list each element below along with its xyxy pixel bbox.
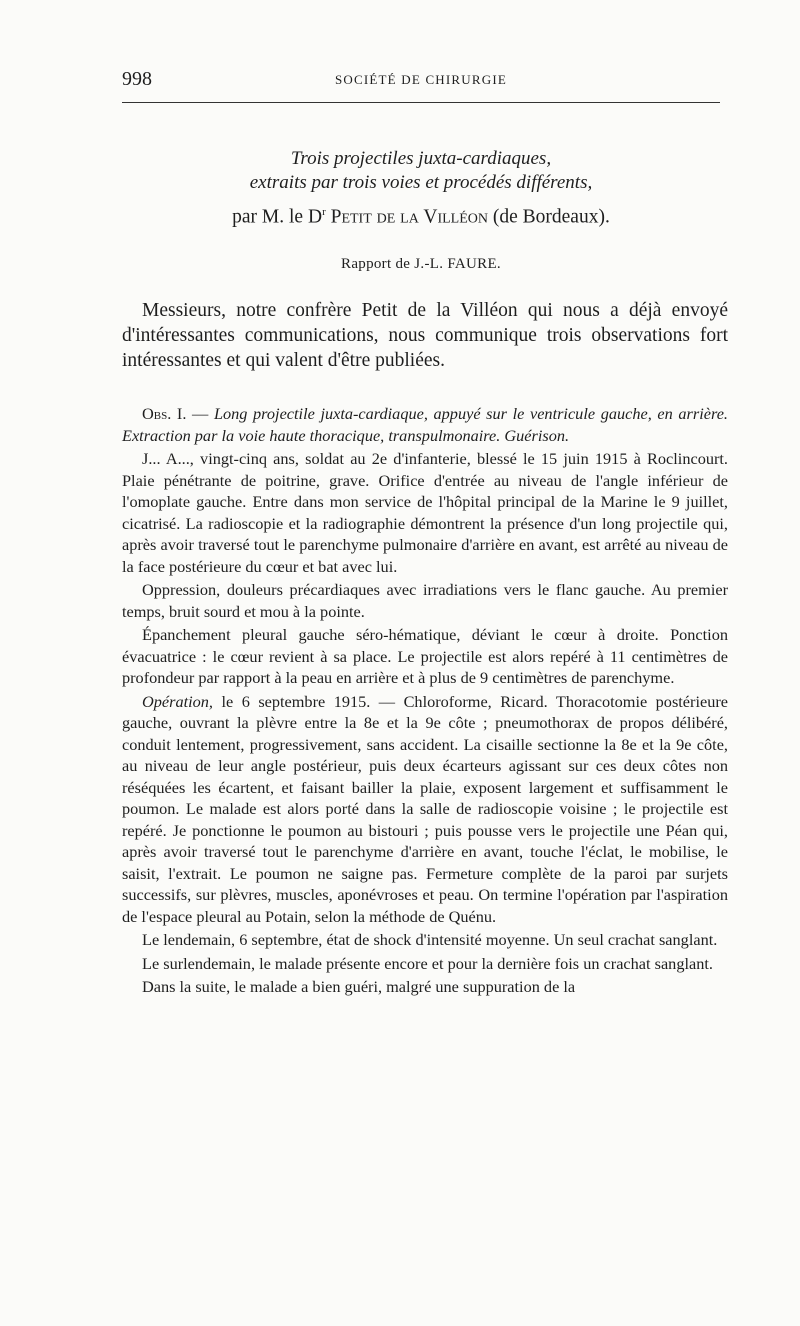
page-number: 998 [122, 68, 152, 90]
author-superscript: r [322, 206, 326, 218]
paragraph-5: Le lendemain, 6 septembre, état de shock d'intensité moyenne. Un seul crachat sanglant. [142, 930, 718, 949]
observation-body [122, 403, 728, 1000]
observation-heading [122, 403, 728, 446]
observation-label: Obs. I. — [142, 404, 209, 423]
paragraph-4 [122, 691, 728, 928]
title-line-1: Trois projectiles juxta-cardiaques, [290, 148, 552, 169]
observation-title: Long projectile juxta-cardiaque, appuyé sur le ventricule gauche, en arrière. Extraction par la voie haute thoracique, transpulmonaire. Guérison. [122, 404, 728, 445]
paragraph-6: Le surlendemain, le malade présente encore et pour la dernière fois un crachat sanglant. [142, 953, 713, 973]
author-prefix: par M. le D [232, 206, 323, 228]
paragraph-3: Épanchement pleural gauche séro-hématique, déviant le cœur à droite. Ponction évacuatrice : le cœur revient à sa place. Le projectile est alors repéré à 11 centimètres de profondeur par rapport à la peau en arrière et à plus de 9 centimètres de parenchyme. [122, 625, 728, 687]
intro-paragraph: Messieurs, notre confrère Petit de la Villéon qui nous a déjà envoyé d'intéressantes communications, nous communique trois observations fort intéressantes et qui valent d'être publiées. [122, 300, 728, 371]
title-line-2: extraits par trois voies et procédés différents, [249, 172, 593, 193]
author-name: Petit de la Villéon [330, 206, 488, 228]
running-head: SOCIÉTÉ DE CHIRURGIE [334, 72, 508, 87]
paragraph-1: J... A..., vingt-cinq ans, soldat au 2e d'infanterie, blessé le 15 juin 1915 à Roclincourt. Plaie pénétrante de poitrine, grave. Orifice d'entrée au niveau de l'angle inférieur de l'omoplate gauche. Entre dans mon service de l'hôpital principal de la Marine le 9 juillet, cicatrisé. La radioscopie et la radiographie démontrent la présence d'un long projectile qui, après avoir traversé tout le parenchyme pulmonaire d'arrière en avant, est arrêté au niveau de la face postérieure du cœur et bat avec lui. [122, 449, 728, 576]
author-line [122, 206, 720, 229]
page-header [122, 68, 720, 92]
operation-text: le 6 septembre 1915. — Chloroforme, Ricard. Thoracotomie postérieure gauche, ouvrant la plèvre entre la 8e et la 9e côte ; pneumothorax de propos délibéré, conduit lentement, progressivement, sans accident. La cisaille sectionne la 8e et la 9e côte, au niveau de leur angle postérieur, puis deux écarteurs agissant sur ces deux côtes non réséquées les écartent, et faisant bailler la plaie, exposent largement et suffisamment le poumon. Le malade est alors porté dans la salle de radioscopie voisine ; le projectile est repéré. Je ponctionne le poumon au bistouri ; puis pousse vers le projectile une Péan qui, après avoir traversé tout le parenchyme d'arrière en avant, touche l'éclat, le mobilise, le saisit, l'extrait. Le poumon ne saigne pas. Fermeture complète de la paroi par surjets successifs, sur plèvres, muscles, aponévroses et peau. On termine l'opération par l'aspiration de l'espace pleural au Potain, selon la méthode de Quénu. [122, 691, 728, 926]
header-rule [122, 102, 720, 103]
report-line: Rapport de J.-L. FAURE. [341, 256, 501, 272]
operation-label: Opération, [142, 691, 213, 711]
author-suffix: (de Bordeaux). [488, 206, 610, 228]
paragraph-2: Oppression, douleurs précardiaques avec irradiations vers le flanc gauche. Au premier temps, bruit sourd et mou à la pointe. [122, 580, 728, 621]
paragraph-7: Dans la suite, le malade a bien guéri, malgré une suppuration de la [142, 977, 576, 996]
article-title [122, 147, 720, 195]
